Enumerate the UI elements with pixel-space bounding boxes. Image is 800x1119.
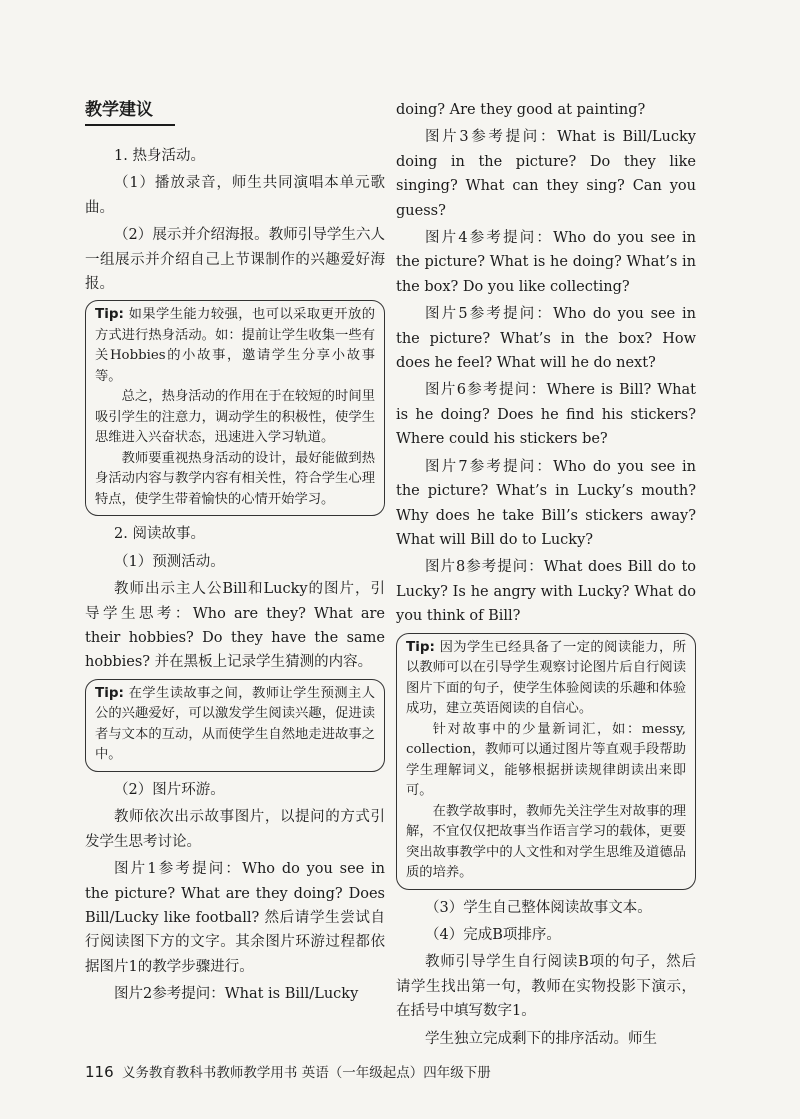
paragraph: 教师出示主人公Bill和Lucky的图片，引导学生思考：Who are they? What are their hobbies? Do they have the same hobbies? 并在黑板上记录学生猜测的内容。 [85,581,385,671]
tip-box [85,300,385,516]
tip-box [85,679,385,772]
paragraph: 图片6参考提问：Where is Bill? What is he doing? Does he find his stickers? Where could his stickers be? [396,382,696,448]
section-title: 教学建议 [85,98,175,126]
paragraph: 图片8参考提问：What does Bill do to Lucky? Is he angry with Lucky? What do you think of Bill? [396,559,696,625]
page-footer [85,1062,725,1083]
paragraph: （3）学生自己整体阅读故事文本。 [425,899,652,916]
tip-paragraph [95,304,375,387]
tip-paragraph: 总之，热身活动的作用在于在较短的时间里吸引学生的注意力，调动学生的积极性，使学生思维进入兴奋状态，迅速进入学习轨道。 [95,389,375,446]
book-title: 义务教育教科书教师教学用书 英语（一年级起点）四年级下册 [121,1065,491,1081]
tip-label: Tip: [95,684,124,701]
tip-text: 在学生读故事之间，教师让学生预测主人公的兴趣爱好，可以激发学生阅读兴趣，促进读者与文本的互动，从而使学生自然地走进故事之中。 [95,685,376,763]
tip-text: 因为学生已经具备了一定的阅读能力，所以教师可以在引导学生观察讨论图片后自行阅读图片下面的句子，使学生体验阅读的乐趣和体验成功，建立英语阅读的自信心。 [406,639,687,717]
paragraph: doing? Are they good at painting? [396,102,646,118]
tip-paragraph [95,683,375,766]
paragraph: 教师依次出示故事图片，以提问的方式引发学生思考讨论。 [85,809,385,850]
tip-box [396,633,696,890]
paragraph: 图片1参考提问：Who do you see in the picture? What are they doing? Does Bill/Lucky like football? 然后请学生尝试自行阅读图下方的文字。其余图片环游过程都依据图片1的教学步骤进行。 [85,861,385,975]
paragraph: 2. 阅读故事。 [114,526,205,543]
paragraph: （4）完成B项排序。 [425,926,561,943]
tip-paragraph [406,637,686,720]
paragraph: （1）预测活动。 [114,553,225,570]
tip-paragraph: 在教学故事时，教师先关注学生对故事的理解，不宜仅仅把故事当作语言学习的载体，更要突出故事教学中的人文性和对学生思维及道德品质的培养。 [406,803,686,881]
paragraph: 图片5参考提问：Who do you see in the picture? What’s in the box? How does he feel? What will he do next? [396,306,696,372]
paragraph: 图片3参考提问：What is Bill/Lucky doing in the picture? Do they like singing? What can they sing? Can you guess? [396,129,696,219]
left-column [85,98,385,1010]
paragraph: 图片4参考提问：Who do you see in the picture? What is he doing? What’s in the box? Do you like collecting? [396,230,696,295]
right-column [396,98,696,1054]
paragraph: 1. 热身活动。 [114,148,205,164]
page-number: 116 [85,1063,114,1081]
paragraph: 图片2参考提问：What is Bill/Lucky [114,986,359,1003]
tip-label: Tip: [406,638,435,655]
paragraph: （2）展示并介绍海报。教师引导学生六人一组展示并介绍自己上节课制作的兴趣爱好海报。 [85,227,385,293]
paragraph: 学生独立完成剩下的排序活动。师生 [425,1030,657,1047]
paragraph: 图片7参考提问：Who do you see in the picture? What’s in Lucky’s mouth? Why does he take Bill’s stickers away? What will Bill do to Lucky? [396,458,696,548]
paragraph: 教师引导学生自行阅读B项的句子，然后请学生找出第一句，教师在实物投影下演示，在括号中填写数字1。 [396,954,696,1020]
paragraph: （2）图片环游。 [114,781,225,798]
tip-label: Tip: [95,306,124,323]
tip-paragraph: 针对故事中的少量新词汇，如：messy, collection，教师可以通过图片等直观手段帮助学生理解词义，能够根据拼读规律朗读出来即可。 [406,721,686,799]
paragraph: （1）播放录音，师生共同演唱本单元歌曲。 [85,175,385,216]
tip-paragraph: 教师要重视热身活动的设计，最好能做到热身活动内容与教学内容有相关性，符合学生心理特点，使学生带着愉快的心情开始学习。 [95,450,375,507]
tip-text: 如果学生能力较强，也可以采取更开放的方式进行热身活动。如：提前让学生收集一些有关Hobbies的小故事，邀请学生分享小故事等。 [95,307,376,384]
